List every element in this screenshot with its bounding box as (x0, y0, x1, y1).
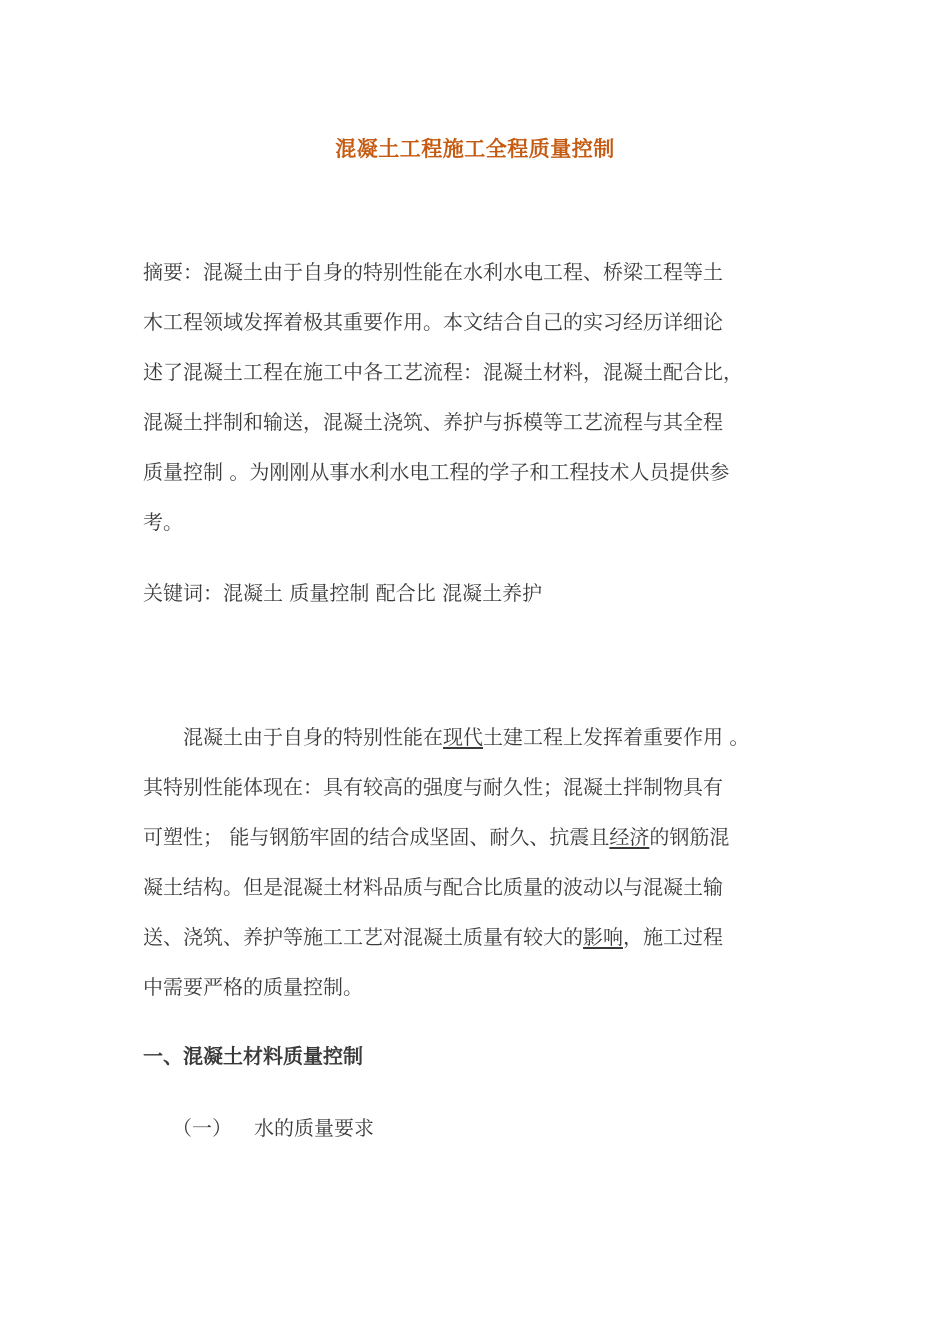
body-line (143, 912, 807, 962)
keywords-line: 关键词：混凝土 质量控制 配合比 混凝土养护 (143, 581, 543, 605)
document-title: 混凝土工程施工全程质量控制 (335, 137, 615, 161)
subsection-heading (172, 1112, 374, 1141)
body-text: 送、浇筑、养护等施工工艺对混凝土质量有较大的 (143, 925, 583, 949)
abstract-line: 述了混凝土工程在施工中各工艺流程：混凝土材料，混凝土配合比， (143, 360, 743, 384)
link-modern[interactable]: 现代 (443, 725, 483, 749)
body-text: 土建工程上发挥着重要作用 。 (483, 725, 750, 749)
body-line: 其特别性能体现在：具有较高的强度与耐久性；混凝土拌制物具有 (143, 775, 723, 799)
link-economy[interactable]: 经济 (609, 825, 650, 849)
abstract-line: 考。 (143, 510, 183, 534)
body-text: 的钢筋混 (649, 825, 730, 849)
body-line (143, 812, 807, 862)
body-text: ，施工过程 (623, 925, 723, 949)
abstract-paragraph (143, 247, 807, 547)
body-line (143, 712, 807, 762)
body-line: 凝土结构。但是混凝土材料品质与配合比质量的波动以与混凝土输 (143, 875, 723, 899)
abstract-line: 质量控制 。为刚刚从事水利水电工程的学子和工程技术人员提供参 (143, 460, 730, 484)
subsection-number: （一） (172, 1116, 232, 1140)
abstract-line: 摘要：混凝土由于自身的特别性能在水利水电工程、桥梁工程等土 (143, 260, 723, 284)
body-text: 可塑性； 能与钢筋牢固的结合成坚固、耐久、抗震且 (143, 825, 610, 849)
body-line: 中需要严格的质量控制。 (143, 975, 363, 999)
link-influence[interactable]: 影响 (583, 925, 623, 949)
subsection-title: 水的质量要求 (254, 1116, 374, 1140)
body-text: 混凝土由于自身的特别性能在 (143, 725, 443, 749)
body-paragraph (143, 712, 807, 1012)
abstract-line: 木工程领域发挥着极其重要作用。本文结合自己的实习经历详细论 (143, 310, 723, 334)
abstract-line: 混凝土拌制和输送，混凝土浇筑、养护与拆模等工艺流程与其全程 (143, 410, 723, 434)
section-heading: 一、混凝土材料质量控制 (143, 1044, 363, 1068)
